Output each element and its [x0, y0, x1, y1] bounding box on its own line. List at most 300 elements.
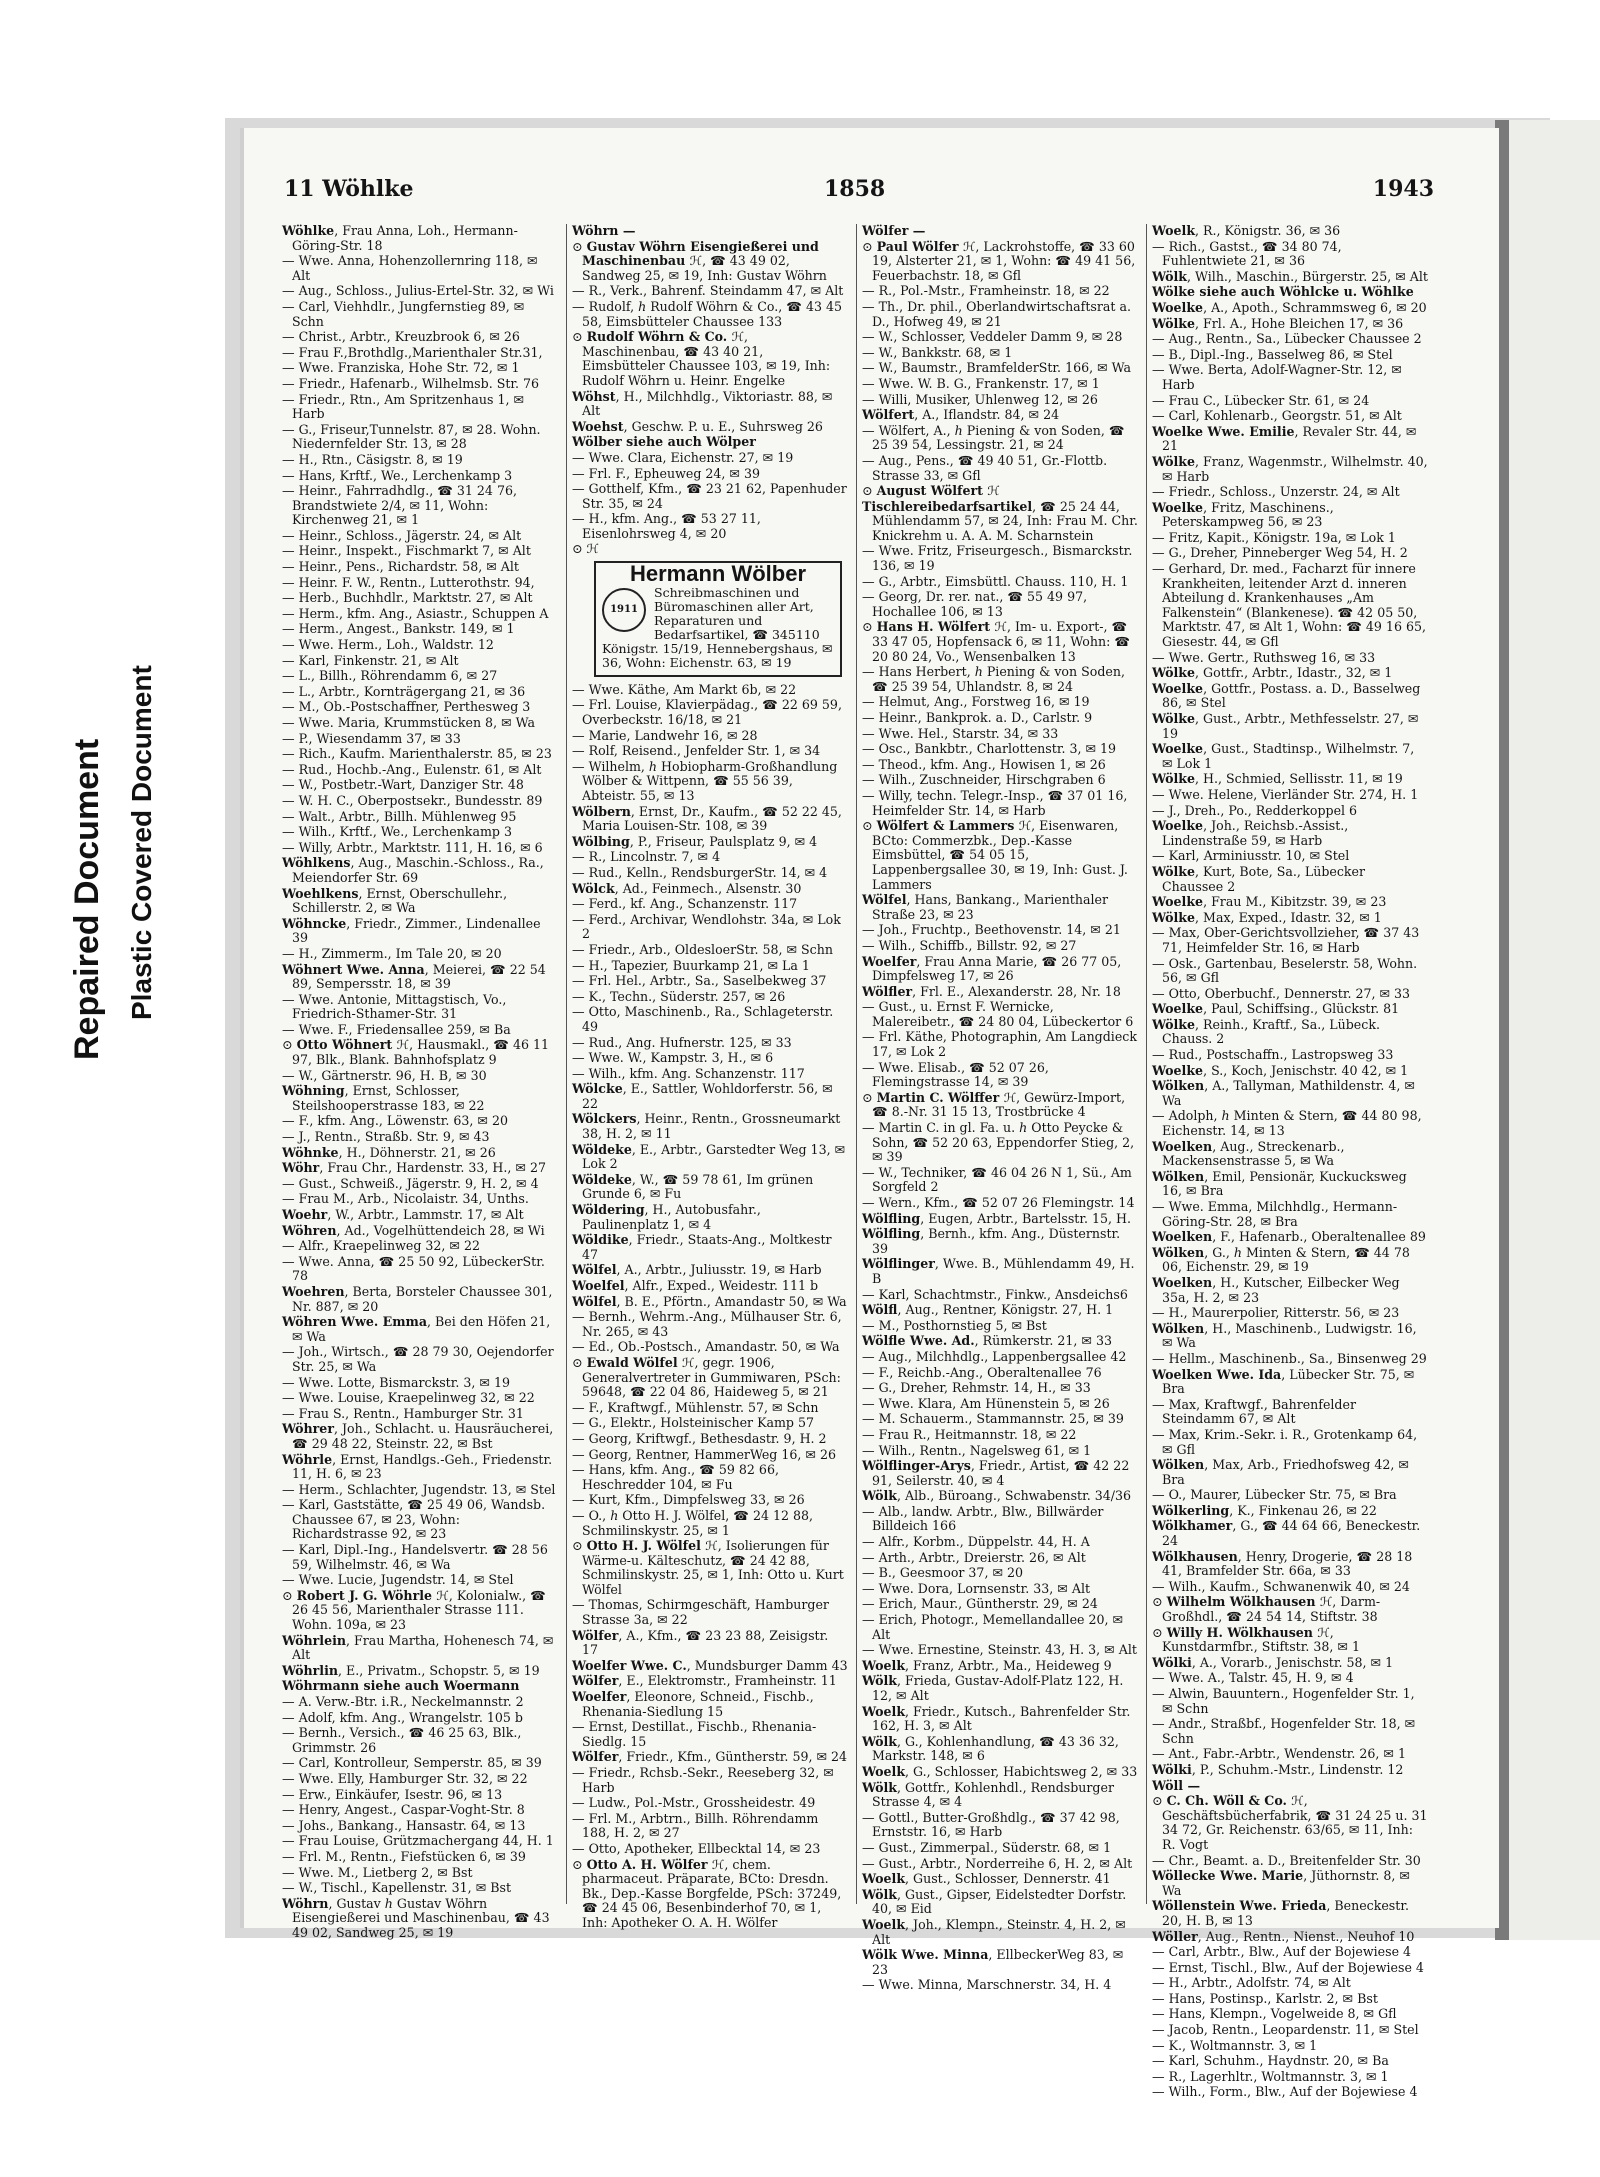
directory-entry: Wöller, Aug., Rentn., Nienst., Neuhof 10: [1152, 1928, 1415, 1944]
directory-entry: — M. Schauerm., Stammannstr. 25, ✉ 39: [862, 1411, 1124, 1427]
directory-entry: Wölki, P., Schuhm.-Mstr., Lindenstr. 12: [1152, 1761, 1404, 1777]
directory-entry: — Wwe. Anna, ☎ 25 50 92, LübeckerStr. 78: [282, 1253, 545, 1284]
directory-entry: Wölken, Max, Arb., Friedhofsweg 42, ✉ Bra: [1152, 1457, 1409, 1487]
directory-entry: Wölk, Frieda, Gustav-Adolf-Platz 122, H. 12, ✉ Alt: [862, 1673, 1124, 1703]
directory-entry: Wölcke, E., Sattler, Wohldorferstr. 56, ✉ 22: [572, 1081, 833, 1111]
directory-entry: — Bernh., Versich., ☎ 46 25 63, Blk., Grimmstr. 26: [282, 1725, 522, 1755]
directory-entry: — Wwe. Anna, Hohenzollernring 118, ✉ Alt: [282, 253, 538, 283]
directory-entry: — Rud., Kelln., RendsburgerStr. 14, ✉ 4: [572, 864, 828, 880]
directory-entry: Wöldeke, E., Arbtr., Garstedter Weg 13, ✉ Lok 2: [572, 1141, 846, 1172]
directory-entry: Wöhren Wwe. Emma, Bei den Höfen 21, ✉ Wa: [282, 1314, 551, 1344]
directory-entry: Wölckers, Heinr., Rentn., Grossneumarkt 38, H. 2, ✉ 11: [572, 1111, 841, 1142]
directory-entry: — Walt., Arbtr., Billh. Mühlenweg 95: [282, 808, 517, 824]
directory-entry: — Thomas, Schirmgeschäft, Hamburger Strasse 3a, ✉ 22: [572, 1597, 829, 1628]
directory-entry: — Wwe. Elisab., ☎ 52 07 26, Flemingstrasse 14, ✉ 39: [862, 1059, 1049, 1090]
directory-entry: — Joh., Fruchtp., Beethovenstr. 14, ✉ 21: [862, 922, 1121, 938]
directory-entry: — Wwe. Lotte, Bismarckstr. 3, ✉ 19: [282, 1374, 510, 1390]
directory-entry: — Wilh., Kaufm., Schwanenwik 40, ✉ 24: [1152, 1578, 1410, 1594]
directory-entry: Wölflinger-Arys, Friedr., Artist, ☎ 42 22 91, Seilerstr. 40, ✉ 4: [862, 1458, 1130, 1488]
directory-entry: — Wwe. Dora, Lornsenstr. 33, ✉ Alt: [862, 1580, 1091, 1596]
directory-entry: — Rud., Hochb.-Ang., Eulenstr. 61, ✉ Alt: [282, 761, 542, 777]
directory-entry: — Erw., Einkäufer, Isestr. 96, ✉ 13: [282, 1786, 503, 1802]
directory-entry: ⊙ C. Ch. Wöll & Co. ℋ, Geschäftsbücherfabrik, ☎ 31 24 25 u. 31 34 72, Gr. Reichenstr. 63/65, ✉ 11, Inh: R. Vogt: [1152, 1793, 1428, 1852]
column-divider: [856, 224, 857, 1904]
directory-entry: — Rich., Gastst., ☎ 34 80 74, Fuhlentwiete 21, ✉ 36: [1152, 238, 1342, 269]
directory-entry: — W., Schlosser, Veddeler Damm 9, ✉ 28: [862, 329, 1123, 345]
directory-entry: Wölfer —: [862, 223, 926, 238]
directory-entry: — Arth., Arbtr., Dreierstr. 26, ✉ Alt: [862, 1549, 1086, 1565]
directory-entry: — Frl. M., Arbtrn., Billh. Röhrendamm 188, H. 2, ✉ 27: [572, 1810, 819, 1841]
directory-entry: — Erich, Photogr., Memellandallee 20, ✉ Alt: [862, 1612, 1124, 1642]
column-divider: [566, 224, 567, 1904]
directory-entry: — Frl. Hel., Arbtr., Sa., Saselbekweg 37: [572, 973, 827, 989]
directory-entry: — Wwe. Berta, Adolf-Wagner-Str. 12, ✉ Harb: [1152, 362, 1402, 392]
directory-entry: — Wwe. A., Talstr. 45, H. 9, ✉ 4: [1152, 1670, 1354, 1686]
directory-entry: — K., Woltmannstr. 3, ✉ 1: [1152, 2037, 1318, 2053]
directory-page: [240, 128, 1499, 2100]
directory-entry: — H., Arbtr., Adolfstr. 74, ✉ Alt: [1152, 1975, 1351, 1991]
directory-entry: — Karl, Schuhm., Haydnstr. 20, ✉ Ba: [1152, 2053, 1389, 2069]
directory-entry: Woelk, G., Schlosser, Habichtsweg 2, ✉ 33: [862, 1763, 1138, 1779]
directory-entry: Wölke, Reinh., Kraftf., Sa., Lübeck. Chauss. 2: [1152, 1016, 1380, 1047]
directory-entry: — Wwe. Käthe, Am Markt 6b, ✉ 22: [572, 681, 797, 697]
directory-entry: ⊙ Ewald Wölfel ℋ, gegr. 1906, Generalvertreter in Gummiwaren, PSch: 59648, ☎ 22 04 86, Haideweg 5, ✉ 21: [572, 1354, 841, 1400]
directory-entry: — Herm., kfm. Ang., Asiastr., Schuppen A: [282, 605, 549, 621]
directory-columns: [282, 223, 1442, 2100]
directory-entry: ⊙ August Wölfert ℋ: [862, 483, 1000, 499]
directory-entry: — P., Wiesendamm 37, ✉ 33: [282, 730, 461, 746]
directory-entry: Wölfel, Hans, Bankang., Marienthaler Straße 23, ✉ 23: [862, 892, 1108, 922]
directory-entry: — W., Bankkstr. 68, ✉ 1: [862, 344, 1013, 360]
directory-entry: — Wölfert, A., ℎ Piening & von Soden, ☎ 25 39 54, Lessingstr. 21, ✉ 24: [862, 422, 1125, 453]
directory-entry: Woelke, Fritz, Maschinens., Peterskampweg 56, ✉ 23: [1152, 499, 1334, 530]
directory-entry: — Rolf, Reisend., Jenfelder Str. 1, ✉ 34: [572, 743, 821, 759]
directory-entry: — Wwe. Herm., Loh., Waldstr. 12: [282, 637, 494, 653]
directory-entry: — Karl, Gaststätte, ☎ 25 49 06, Wandsb. Chaussee 67, ✉ 23, Wohn: Richardstrasse 92, ✉ 23: [282, 1497, 546, 1542]
directory-entry: — Christ., Arbtr., Kreuzbrook 6, ✉ 26: [282, 329, 520, 345]
directory-entry: Wölken, Emil, Pensionär, Kuckucksweg 16, ✉ Bra: [1152, 1168, 1407, 1199]
directory-entry: Wöhrn, Gustav ℎ Gustav Wöhrn Eisengießerei und Maschinenbau, ☎ 43 49 02, Sandweg 25, ✉ 19: [282, 1895, 550, 1940]
directory-entry: Wöhrle, Ernst, Handlgs.-Geh., Friedenstr. 11, H. 6, ✉ 23: [282, 1451, 553, 1482]
directory-entry: Wölbern, Ernst, Dr., Kaufm., ☎ 52 22 45, Maria Louisen-Str. 108, ✉ 39: [572, 803, 842, 834]
directory-entry: — Karl, Dipl.-Ing., Handelsvertr. ☎ 28 56 59, Wilhelmstr. 46, ✉ Wa: [282, 1542, 548, 1572]
directory-entry: Woelken, H., Kutscher, Eilbecker Weg 35a, H. 2, ✉ 23: [1152, 1274, 1400, 1305]
directory-entry: — H., Rtn., Cäsigstr. 8, ✉ 19: [282, 451, 463, 467]
directory-entry: Wölk, G., Kohlenhandlung, ☎ 43 36 32, Markstr. 148, ✉ 6: [862, 1733, 1119, 1764]
directory-entry: — H., Tapezier, Buurkamp 21, ✉ La 1: [572, 957, 810, 973]
page-number: 1858: [824, 176, 886, 202]
directory-entry: Wölck, Ad., Feinmech., Alsenstr. 30: [572, 880, 802, 896]
directory-entry: — Frau S., Rentn., Hamburger Str. 31: [282, 1405, 524, 1421]
directory-entry: Wölkerling, K., Finkenau 26, ✉ 22: [1152, 1502, 1377, 1518]
directory-entry: — H., Zimmerm., Im Tale 20, ✉ 20: [282, 945, 502, 961]
directory-entry: — Wwe. Franziska, Hohe Str. 72, ✉ 1: [282, 360, 520, 376]
directory-entry: Wölflinger, Wwe. B., Mühlendamm 49, H. B: [862, 1256, 1135, 1286]
directory-entry: Wöhncke, Friedr., Zimmer., Lindenallee 39: [282, 915, 541, 946]
directory-entry: — Wwe. Elly, Hamburger Str. 32, ✉ 22: [282, 1770, 528, 1786]
directory-entry: — O., ℎ Otto H. J. Wölfel, ☎ 24 12 88, Schmilinskystr. 25, ✉ 1: [572, 1507, 814, 1538]
directory-entry: — Aug., Schloss., Julius-Ertel-Str. 32, ✉ Wi: [282, 283, 554, 299]
directory-entry: — Hans, Postinsp., Karlstr. 2, ✉ Bst: [1152, 1990, 1378, 2006]
directory-entry: — Gottl., Butter-Großhdlg., ☎ 37 42 98, Ernststr. 16, ✉ Harb: [862, 1809, 1120, 1840]
directory-entry: Woelk, R., Königstr. 36, ✉ 36: [1152, 223, 1341, 238]
directory-entry: — Georg, Kriftwgf., Bethesdastr. 9, H. 2: [572, 1430, 827, 1446]
directory-entry: — Marie, Landwehr 16, ✉ 28: [572, 727, 758, 743]
directory-entry: Woelke, S., Koch, Jenischstr. 40 42, ✉ 1: [1152, 1062, 1409, 1078]
directory-entry: ⊙ Martin C. Wölffer ℋ, Gewürz-Import, ☎ 8.-Nr. 31 15 13, Trostbrücke 4: [862, 1089, 1126, 1120]
directory-entry: — W. H. C., Oberpostsekr., Bundesstr. 89: [282, 792, 543, 808]
directory-entry: Wölkhausen, Henry, Drogerie, ☎ 28 18 41, Bramfelder Str. 66a, ✉ 33: [1152, 1548, 1413, 1579]
directory-entry: — Frau F.,Brothdlg.,Marienthaler Str.31,: [282, 344, 543, 360]
directory-entry: — Carl, Viehhdlr., Jungfernstieg 89, ✉ Schn: [282, 298, 525, 329]
running-head-left: 11 Wöhlke: [284, 176, 414, 202]
directory-entry: — Ludw., Pol.-Mstr., Grossheidestr. 49: [572, 1795, 816, 1811]
directory-entry: — Otto, Apotheker, Ellbecktal 14, ✉ 23: [572, 1840, 821, 1856]
advertisement-body: Schreibmaschinen und Büromaschinen aller Art, Reparaturen und Bedarfsartikel, ☎ 345110: [654, 584, 820, 642]
directory-entry: — Adolph, ℎ Minten & Stern, ☎ 44 80 98, Eichenstr. 14, ✉ 13: [1152, 1108, 1422, 1139]
directory-entry: — W., Baumstr., BramfelderStr. 166, ✉ Wa: [862, 360, 1132, 376]
directory-entry: — Ferd., kf. Ang., Schanzenstr. 117: [572, 896, 798, 912]
directory-entry: — Chr., Beamt. a. D., Breitenfelder Str. 30: [1152, 1852, 1421, 1868]
directory-entry: — Otto, Oberbuchf., Dennerstr. 27, ✉ 33: [1152, 985, 1411, 1001]
directory-entry: — G., Dreher, Rehmstr. 14, H., ✉ 33: [862, 1380, 1091, 1396]
advertisement-address: Königstr. 15/19, Hennebergshaus, ✉ 36, Wohn: Eichenstr. 63, ✉ 19: [602, 640, 833, 671]
directory-entry: — Wilh., Krftf., We., Lerchenkamp 3: [282, 824, 512, 840]
directory-entry: Woelke, Gottfr., Postass. a. D., Basselweg 86, ✉ Stel: [1152, 680, 1421, 711]
directory-entry: — Wwe. W., Kampstr. 3, H., ✉ 6: [572, 1050, 774, 1066]
directory-entry: — Wwe. Antonie, Mittagstisch, Vo., Friedrich-Sthamer-Str. 31: [282, 991, 507, 1022]
directory-entry: Wölke, Max, Exped., Idastr. 32, ✉ 1: [1152, 909, 1382, 925]
directory-entry: — Gust., Zimmerpal., Süderstr. 68, ✉ 1: [862, 1839, 1112, 1855]
directory-entry: Wölfling, Eugen, Arbtr., Bartelsstr. 15, H.: [862, 1210, 1131, 1226]
facing-page-edge: [1509, 120, 1600, 1940]
directory-entry: — B., Dipl.-Ing., Basselweg 86, ✉ Stel: [1152, 346, 1393, 362]
directory-entry: Wöldeke, W., ☎ 59 78 61, Im grünen Grunde 6, ✉ Fu: [572, 1171, 814, 1202]
directory-entry: — Wwe. Ernestine, Steinstr. 43, H. 3, ✉ Alt: [862, 1642, 1137, 1658]
directory-entry: Wöhrer, Joh., Schlacht. u. Hausräucherei, ☎ 29 48 22, Steinstr. 22, ✉ Bst: [282, 1421, 554, 1451]
directory-entry: Wöhrmann siehe auch Woermann: [282, 1678, 520, 1694]
directory-entry: Woelke, Paul, Schiffsing., Glückstr. 81: [1152, 1001, 1400, 1017]
directory-entry: Wölken, G., ℎ Minten & Stern, ☎ 44 78 06, Eichenstr. 29, ✉ 19: [1152, 1244, 1410, 1275]
directory-entry: Wöhrlin, E., Privatm., Schopstr. 5, ✉ 19: [282, 1662, 540, 1678]
directory-entry: Wöhr, Frau Chr., Hardenstr. 33, H., ✉ 27: [282, 1160, 546, 1176]
directory-entry: — Alwin, Bauuntern., Hogenfelder Str. 1, ✉ Schn: [1152, 1686, 1415, 1716]
directory-entry: Wölke siehe auch Wöhlcke u. Wöhlke: [1152, 284, 1414, 300]
repaired-document-label: Repaired Document: [68, 738, 106, 1060]
directory-entry: Wölfert, A., Iflandstr. 84, ✉ 24: [862, 407, 1060, 423]
directory-entry: — Max, Kraftwgf., Bahrenfelder Steindamm 67, ✉ Alt: [1152, 1396, 1356, 1427]
column-3: [862, 223, 1138, 1993]
directory-entry: — Willi, Musiker, Uhlenweg 12, ✉ 26: [862, 391, 1098, 407]
directory-entry: ⊙ Paul Wölfer ℋ, Lackrohstoffe, ☎ 33 60 19, Alsterter 21, ✉ 1, Wohn: ☎ 49 41 56, Feuerbachstr. 18, ✉ Gfl: [862, 238, 1136, 283]
directory-entry: — Wilh., Form., Blw., Auf der Bojewiese 4: [1152, 2084, 1418, 2100]
directory-entry: Wölk, Wilh., Maschin., Bürgerstr. 25, ✉ Alt: [1152, 268, 1428, 284]
directory-entry: — Jacob, Rentn., Leopardenstr. 11, ✉ Stel: [1152, 2022, 1419, 2038]
directory-entry: — Frau Louise, Grützmachergang 44, H. 1: [282, 1833, 554, 1849]
directory-entry: — W., Tischl., Kapellenstr. 31, ✉ Bst: [282, 1880, 512, 1896]
directory-entry: — Th., Dr. phil., Oberlandwirtschaftsrat a. D., Hofweg 49, ✉ 21: [862, 298, 1131, 329]
column-2: [572, 223, 848, 1930]
directory-entry: — Alfr., Kraepelinweg 32, ✉ 22: [282, 1238, 481, 1254]
directory-entry: — H., Maurerpolier, Ritterstr. 56, ✉ 23: [1152, 1305, 1400, 1321]
directory-entry: Woelke Wwe. Emilie, Revaler Str. 44, ✉ 21: [1152, 423, 1417, 454]
directory-entry: — Willy, Arbtr., Marktstr. 111, H. 16, ✉ 6: [282, 839, 543, 855]
directory-entry: — M., Posthornstieg 5, ✉ Bst: [862, 1317, 1047, 1333]
directory-entry: — Rudolf, ℎ Rudolf Wöhrn & Co., ☎ 43 45 58, Eimsbütteler Chaussee 133: [572, 298, 843, 329]
advertisement-seal: 1911: [602, 588, 646, 632]
directory-entry: — Adolf, kfm. Ang., Wrangelstr. 105 b: [282, 1709, 523, 1725]
directory-entry: ⊙ ℋ: [572, 541, 600, 557]
directory-entry: Wöhnke, H., Döhnerstr. 21, ✉ 26: [282, 1144, 496, 1160]
directory-entry: — Max, Krim.-Sekr. i. R., Grotenkamp 64, ✉ Gfl: [1152, 1426, 1418, 1457]
directory-entry: — Wwe. Fritz, Friseurgesch., Bismarckstr. 136, ✉ 19: [862, 543, 1133, 574]
directory-entry: — Wern., Kfm., ☎ 52 07 26 Flemingstr. 14: [862, 1195, 1135, 1210]
column-1: [282, 223, 558, 1940]
directory-entry: — Heinr. F. W., Rentn., Lutterothstr. 94,: [282, 574, 535, 590]
directory-entry: Tischlereibedarfsartikel, ☎ 25 24 44, Mühlendamm 57, ✉ 24, Inh: Frau M. Chr. Knickrehm u. A. A. M. Scharnstein: [862, 498, 1138, 543]
directory-entry: Wölfel, A., Arbtr., Juliusstr. 19, ✉ Harb: [572, 1262, 822, 1278]
directory-entry: Woelken, Aug., Streckenarb., Mackensenstrasse 5, ✉ Wa: [1152, 1138, 1345, 1169]
directory-entry: — Gust., u. Ernst F. Wernicke, Malereibetr., ☎ 24 80 04, Lübeckertor 6: [862, 999, 1134, 1029]
directory-entry: — Aug., Rentn., Sa., Lübecker Chaussee 2: [1152, 331, 1422, 347]
directory-entry: — R., Verk., Bahrenf. Steindamm 47, ✉ Alt: [572, 283, 844, 299]
directory-entry: — Alb., landw. Arbtr., Blw., Billwärder Billdeich 166: [862, 1503, 1104, 1534]
directory-entry: — Carl, Arbtr., Blw., Auf der Bojewiese 4: [1152, 1944, 1412, 1960]
directory-entry: — B., Geesmoor 37, ✉ 20: [862, 1565, 1024, 1581]
directory-entry: Wölfer, Friedr., Kfm., Güntherstr. 59, ✉ 24: [572, 1749, 848, 1765]
directory-entry: — Wwe. Emma, Milchhdlg., Hermann-Göring-Str. 28, ✉ Bra: [1152, 1199, 1398, 1229]
directory-entry: — Frau C., Lübecker Str. 61, ✉ 24: [1152, 392, 1370, 408]
directory-entry: Woelk, Franz, Arbtr., Ma., Heideweg 9: [862, 1657, 1112, 1673]
directory-entry: — Frau M., Arb., Nicolaistr. 34, Unths.: [282, 1191, 529, 1207]
directory-entry: — Heinr., Bankprok. a. D., Carlstr. 9: [862, 710, 1093, 725]
directory-entry: — Friedr., Schloss., Unzerstr. 24, ✉ Alt: [1152, 484, 1400, 500]
directory-entry: Wöhst, H., Milchhdlg., Viktoriastr. 88, ✉ Alt: [572, 388, 833, 419]
directory-entry: Wölk, Gust., Gipser, Eidelstedter Dorfstr. 40, ✉ Eid: [862, 1886, 1127, 1917]
directory-entry: Wölfel, B. E., Pförtn., Amandastr 50, ✉ Wa: [572, 1293, 847, 1309]
directory-entry: — Hans Herbert, ℎ Piening & von Soden, ☎ 25 39 54, Uhlandstr. 8, ✉ 24: [862, 664, 1125, 694]
directory-entry: — Aug., Pens., ☎ 49 40 51, Gr.-Flottb. Strasse 33, ✉ Gfl: [862, 452, 1108, 483]
directory-entry: — Martin C. in gl. Fa. u. ℎ Otto Peycke & Sohn, ☎ 52 20 63, Eppendorfer Stieg, 2, ✉ 39: [862, 1120, 1135, 1165]
directory-entry: ⊙ Willy H. Wölkhausen ℋ, Kunstdarmfbr., Stiftstr. 38, ✉ 1: [1152, 1624, 1360, 1655]
directory-entry: Wölke, Franz, Wagenmstr., Wilhelmstr. 40, ✉ Harb: [1152, 453, 1428, 484]
directory-entry: Wölfle Wwe. Ad., Rümkerstr. 21, ✉ 33: [862, 1333, 1113, 1349]
directory-entry: ⊙ Wilhelm Wölkhausen ℋ, Darm-Großhdl., ☎ 24 54 14, Stiftstr. 38: [1152, 1594, 1381, 1625]
directory-entry: Wölk Wwe. Minna, EllbeckerWeg 83, ✉ 23: [862, 1947, 1124, 1977]
directory-entry: — Gust., Schweiß., Jägerstr. 9, H. 2, ✉ 4: [282, 1175, 539, 1191]
directory-entry: — Ernst, Destillat., Fischb., Rhenania-Siedlg. 15: [572, 1719, 817, 1749]
directory-entry: Wölke, Frl. A., Hohe Bleichen 17, ✉ 36: [1152, 315, 1404, 331]
directory-entry: Wölkhamer, G., ☎ 44 64 66, Beneckestr. 24: [1152, 1518, 1421, 1549]
directory-entry: — Wilh., Zuschneider, Hirschgraben 6: [862, 772, 1106, 788]
directory-entry: — Frl. M., Rentn., Fiefstücken 6, ✉ 39: [282, 1848, 526, 1864]
directory-entry: Woelken Wwe. Ida, Lübecker Str. 75, ✉ Bra: [1152, 1366, 1415, 1397]
directory-entry: — Bernh., Wehrm.-Ang., Mülhauser Str. 6, Nr. 265, ✉ 43: [572, 1309, 842, 1339]
directory-entry: — Osk., Gartenbau, Beselerstr. 58, Wohn. 56, ✉ Gfl: [1152, 955, 1418, 986]
directory-entry: — Karl, Arminiusstr. 10, ✉ Stel: [1152, 848, 1350, 864]
directory-entry: — G., Friseur,Tunnelstr. 87, ✉ 28. Wohn. Niedernfelder Str. 13, ✉ 28: [282, 421, 541, 452]
directory-entry: — Theod., kfm. Ang., Howisen 1, ✉ 26: [862, 756, 1106, 772]
directory-entry: Woehlkens, Ernst, Oberschullehr., Schillerstr. 2, ✉ Wa: [282, 885, 508, 916]
directory-entry: Wöhren, Ad., Vogelhüttendeich 28, ✉ Wi: [282, 1222, 545, 1238]
directory-entry: — Wilh., Rentn., Nagelsweg 61, ✉ 1: [862, 1442, 1092, 1458]
directory-entry: — Herm., Angest., Bankstr. 149, ✉ 1: [282, 621, 515, 637]
directory-entry: Woehren, Berta, Borsteler Chaussee 301, Nr. 887, ✉ 20: [282, 1283, 553, 1314]
directory-entry: — G., Arbtr., Eimsbüttl. Chauss. 110, H. 1: [862, 573, 1129, 589]
directory-entry: — Johs., Bankang., Hansastr. 64, ✉ 13: [282, 1817, 526, 1833]
directory-entry: — Heinr., Pens., Richardstr. 58, ✉ Alt: [282, 559, 519, 575]
directory-entry: — Hans, Krftf., We., Lerchenkamp 3: [282, 467, 513, 483]
directory-entry: Woelk, Gust., Schlosser, Dennerstr. 41: [862, 1871, 1111, 1887]
directory-entry: — Heinr., Fahrradhdlg., ☎ 31 24 76, Brandstwiete 2/4, ✉ 11, Wohn: Kirchenweg 21, ✉ 1: [282, 483, 517, 528]
directory-entry: Wölbing, P., Friseur, Paulsplatz 9, ✉ 4: [572, 833, 818, 849]
directory-entry: — Heinr., Schloss., Jägerstr. 24, ✉ Alt: [282, 527, 522, 543]
directory-entry: Wölken, H., Maschinenb., Ludwigstr. 16, ✉ Wa: [1152, 1320, 1417, 1351]
directory-entry: ⊙ Robert J. G. Wöhrle ℋ, Kolonialw., ☎ 26 45 56, Marienthaler Strasse 111. Wohn. 109a, ✉ 23: [282, 1587, 546, 1633]
directory-entry: — Friedr., Arb., OldesloerStr. 58, ✉ Schn: [572, 941, 833, 957]
directory-entry: Woelke, Joh., Reichsb.-Assist., Lindenstraße 59, ✉ Harb: [1152, 818, 1349, 848]
directory-entry: Woelke, A., Apoth., Schrammsweg 6, ✉ 20: [1152, 299, 1427, 315]
directory-entry: — R., Pol.-Mstr., Framheinstr. 18, ✉ 22: [862, 283, 1110, 299]
directory-entry: — Frl. Louise, Klavierpädag., ☎ 22 69 59, Overbeckstr. 16/18, ✉ 21: [572, 697, 842, 728]
directory-entry: Wölke, Gottfr., Arbtr., Idastr., 32, ✉ 1: [1152, 665, 1393, 681]
directory-entry: Wölber siehe auch Wölper: [572, 434, 756, 450]
directory-entry: Wöllenstein Wwe. Frieda, Beneckestr. 20, H. B, ✉ 13: [1152, 1898, 1409, 1928]
directory-entry: — Carl, Kohlenarb., Georgstr. 51, ✉ Alt: [1152, 408, 1402, 424]
directory-entry: — Wwe. Helene, Vierländer Str. 274, H. 1: [1152, 786, 1419, 802]
directory-entry: Wöll —: [1152, 1777, 1201, 1793]
directory-entry: — Herb., Buchhdlr., Marktstr. 27, ✉ Alt: [282, 590, 533, 606]
directory-entry: — Wwe. W. B. G., Frankenstr. 17, ✉ 1: [862, 375, 1100, 391]
directory-entry: — J., Rentn., Straßb. Str. 9, ✉ 43: [282, 1129, 490, 1145]
directory-entry: — Georg, Rentner, HammerWeg 16, ✉ 26: [572, 1446, 836, 1462]
directory-entry: — H., kfm. Ang., ☎ 53 27 11, Eisenlohrsweg 4, ✉ 20: [572, 511, 761, 541]
directory-entry: — O., Maurer, Lübecker Str. 75, ✉ Bra: [1152, 1487, 1397, 1503]
directory-entry: — Friedr., Rchsb.-Sekr., Reeseberg 32, ✉ Harb: [572, 1765, 834, 1795]
directory-entry: — Henry, Angest., Caspar-Voght-Str. 8: [282, 1802, 525, 1818]
directory-entry: — Hans, kfm. Ang., ☎ 59 82 66, Heschredder 104, ✉ Fu: [572, 1462, 779, 1492]
directory-entry: — Heinr., Inspekt., Fischmarkt 7, ✉ Alt: [282, 543, 531, 559]
directory-entry: — Rich., Kaufm. Marienthalerstr. 85, ✉ 23: [282, 746, 552, 762]
directory-entry: — Fritz, Kapit., Königstr. 19a, ✉ Lok 1: [1152, 529, 1396, 545]
directory-entry: ⊙ Otto A. H. Wölfer ℋ, chem. pharmaceut. Präparate, BCto: Dresdn. Bk., Dep.-Kasse Borgfelde, PSch: 37249, ☎ 24 45 06, Besenbinderhof 70, ✉ 1, Inh: Apotheker O. A. H. Wölfer: [572, 1856, 842, 1930]
directory-entry: Woelfer, Frau Anna Marie, ☎ 26 77 05, Dimpfelsweg 17, ✉ 26: [862, 953, 1122, 984]
directory-entry: Wölki, A., Vorarb., Jenischstr. 58, ✉ 1: [1152, 1654, 1394, 1670]
directory-entry: — F., Kraftwgf., Mühlenstr. 57, ✉ Schn: [572, 1399, 819, 1415]
directory-entry: — Karl, Finkenstr. 21, ✉ Alt: [282, 652, 459, 668]
directory-entry: Wölke, H., Schmied, Sellisstr. 11, ✉ 19: [1152, 771, 1403, 787]
directory-entry: — Kurt, Kfm., Dimpfelsweg 33, ✉ 26: [572, 1492, 805, 1508]
directory-entry: — L., Arbtr., Kornträgergang 21, ✉ 36: [282, 683, 526, 699]
directory-entry: Woehst, Geschw. P. u. E., Suhrsweg 26: [572, 418, 823, 434]
directory-entry: — Wwe. Klara, Am Hünenstein 5, ✉ 26: [862, 1395, 1110, 1411]
directory-entry: — Wwe. Minna, Marschnerstr. 34, H. 4: [862, 1977, 1112, 1993]
advertisement-box: [594, 561, 842, 677]
directory-entry: — W., Gärtnerstr. 96, H. B, ✉ 30: [282, 1067, 487, 1083]
directory-entry: Wölk, Alb., Büroang., Schwabenstr. 34/36: [862, 1488, 1132, 1504]
directory-entry: — Wilhelm, ℎ Hobiopharm-Großhandlung Wölber & Wittpenn, ☎ 55 56 39, Abteistr. 55, ✉ 13: [572, 758, 838, 803]
directory-entry: ⊙ Otto H. J. Wölfel ℋ, Isolierungen für Wärme-u. Kälteschutz, ☎ 24 42 88, Schmilinskystr. 25, ✉ 1, Inh: Otto u. Kurt Wölfel: [572, 1538, 844, 1597]
column-4: [1152, 223, 1428, 2100]
directory-entry: — Rud., Ang. Hufnerstr. 125, ✉ 33: [572, 1034, 792, 1050]
directory-entry: — Wwe. M., Lietberg 2, ✉ Bst: [282, 1864, 473, 1880]
directory-entry: Wölfling, Bernh., kfm. Ang., Düsternstr. 39: [862, 1226, 1121, 1256]
directory-entry: — Helmut, Ang., Forstweg 16, ✉ 19: [862, 694, 1090, 710]
directory-entry: — Wilh., kfm. Ang. Schanzenstr. 117: [572, 1065, 805, 1081]
directory-entry: — Ed., Ob.-Postsch., Amandastr. 50, ✉ Wa: [572, 1339, 840, 1355]
directory-entry: Woelfer Wwe. C., Mundsburger Damm 43: [572, 1657, 848, 1673]
directory-entry: — Rud., Postschaffn., Lastropsweg 33: [1152, 1047, 1394, 1063]
directory-entry: — Ferd., Archivar, Wendlohstr. 34a, ✉ Lok 2: [572, 911, 841, 942]
directory-entry: — Willy, techn. Telegr.-Insp., ☎ 37 01 16, Heimfelder Str. 14, ✉ Harb: [862, 787, 1128, 818]
directory-entry: Wölfer, E., Elektromstr., Framheinstr. 11: [572, 1673, 837, 1689]
directory-entry: Wöhlkens, Aug., Maschin.-Schloss., Ra., Meiendorfer Str. 69: [282, 855, 544, 885]
directory-entry: Woelfel, Alfr., Exped., Weidestr. 111 b: [572, 1278, 819, 1293]
directory-entry: ⊙ Otto Wöhnert ℋ, Hausmakl., ☎ 46 11 97, Blk., Blank. Bahnhofsplatz 9: [282, 1037, 550, 1068]
directory-entry: — Andr., Straßbf., Hogenfelder Str. 18, ✉ Schn: [1152, 1716, 1416, 1746]
directory-entry: Wölfl, Aug., Rentner, Königstr. 27, H. 1: [862, 1302, 1114, 1318]
directory-entry: — Gotthelf, Kfm., ☎ 23 21 62, Papenhuder Str. 35, ✉ 24: [572, 481, 847, 511]
directory-entry: Wöhrlein, Frau Martha, Hohenesch 74, ✉ Alt: [282, 1632, 554, 1663]
directory-entry: — Wwe. Louise, Kraepelinweg 32, ✉ 22: [282, 1390, 535, 1406]
directory-entry: Wöhlke, Frau Anna, Loh., Hermann-Göring-Str. 18: [282, 223, 518, 253]
running-head-right: 1943: [1372, 176, 1434, 202]
side-labels: [48, 520, 198, 1080]
directory-entry: — W., Postbetr.-Wart, Danziger Str. 48: [282, 777, 524, 793]
directory-entry: — Carl, Kontrolleur, Semperstr. 85, ✉ 39: [282, 1755, 542, 1771]
directory-entry: — K., Techn., Süderstr. 257, ✉ 26: [572, 988, 786, 1004]
directory-entry: — Frau R., Heitmannstr. 18, ✉ 22: [862, 1426, 1077, 1442]
directory-entry: — Otto, Maschinenb., Ra., Schlageterstr. 49: [572, 1004, 834, 1034]
directory-entry: Wöhrn —: [572, 223, 636, 238]
directory-entry: — Alfr., Korbm., Düppelstr. 44, H. A: [862, 1534, 1090, 1550]
directory-entry: Woelke, Gust., Stadtinsp., Wilhelmstr. 7, ✉ Lok 1: [1152, 741, 1415, 771]
directory-entry: — F., Reichb.-Ang., Oberaltenallee 76: [862, 1364, 1102, 1380]
directory-entry: — Herm., Schlachter, Jugendstr. 13, ✉ Stel: [282, 1481, 556, 1497]
directory-entry: — W., Techniker, ☎ 46 04 26 N 1, Sü., Am Sorgfeld 2: [862, 1164, 1132, 1195]
directory-entry: — J., Dreh., Po., Redderkoppel 6: [1152, 802, 1358, 818]
directory-entry: — G., Elektr., Holsteinischer Kamp 57: [572, 1415, 815, 1431]
directory-entry: — Aug., Milchhdlg., Lappenbergsallee 42: [862, 1348, 1127, 1364]
directory-entry: Wölken, A., Tallyman, Mathildenstr. 4, ✉ Wa: [1152, 1078, 1415, 1108]
directory-entry: — R., Lagerhltr., Woltmannstr. 3, ✉ 1: [1152, 2068, 1389, 2084]
directory-entry: — Wwe. Lucie, Jugendstr. 14, ✉ Stel: [282, 1572, 514, 1588]
directory-entry: — Wwe. Gertr., Ruthsweg 16, ✉ 33: [1152, 649, 1376, 665]
directory-entry: Wölke, Gust., Arbtr., Methfesselstr. 27, ✉ 19: [1152, 711, 1419, 741]
directory-entry: Wölfer, A., Kfm., ☎ 23 23 88, Zeisigstr. 17: [572, 1627, 829, 1658]
directory-entry: — Georg, Dr. rer. nat., ☎ 55 49 97, Hochallee 106, ✉ 13: [862, 589, 1088, 619]
directory-entry: — Friedr., Hafenarb., Wilhelmsb. Str. 76: [282, 375, 540, 391]
directory-entry: Wöldering, H., Autobusfahr., Paulinenplatz 1, ✉ 4: [572, 1202, 761, 1232]
directory-entry: Wölke, Kurt, Bote, Sa., Lübecker Chaussee 2: [1152, 863, 1366, 894]
directory-entry: — Wwe. Clara, Eichenstr. 27, ✉ 19: [572, 449, 794, 465]
directory-entry: — M., Ob.-Postschaffner, Perthesweg 3: [282, 699, 531, 715]
directory-entry: — Ant., Fabr.-Arbtr., Wendenstr. 26, ✉ 1: [1152, 1746, 1406, 1762]
column-divider: [1146, 224, 1147, 1904]
directory-entry: — Wwe. Hel., Starstr. 34, ✉ 33: [862, 725, 1059, 741]
directory-entry: — Gust., Arbtr., Norderreihe 6, H. 2, ✉ Alt: [862, 1855, 1133, 1871]
directory-entry: Woelke, Frau M., Kibitzstr. 39, ✉ 23: [1152, 894, 1387, 910]
directory-entry: — Karl, Schachtmstr., Finkw., Ansdeichs6: [862, 1286, 1128, 1302]
directory-entry: Wöhning, Ernst, Schlosser, Steilshooperstrasse 183, ✉ 22: [282, 1083, 485, 1113]
directory-entry: Woelfer, Eleonore, Schneid., Fischb., Rhenania-Siedlung 15: [572, 1689, 814, 1719]
plastic-covered-document-label: Plastic Covered Document: [126, 665, 157, 1020]
directory-entry: — Ernst, Tischl., Blw., Auf der Bojewiese 4: [1152, 1959, 1424, 1975]
directory-entry: — Friedr., Rtn., Am Spritzenhaus 1, ✉ Harb: [282, 391, 525, 422]
directory-entry: — A. Verw.-Btr. i.R., Neckelmannstr. 2: [282, 1694, 524, 1709]
directory-entry: Woehr, W., Arbtr., Lammstr. 17, ✉ Alt: [282, 1207, 524, 1222]
directory-entry: — L., Billh., Röhrendamm 6, ✉ 27: [282, 668, 498, 684]
